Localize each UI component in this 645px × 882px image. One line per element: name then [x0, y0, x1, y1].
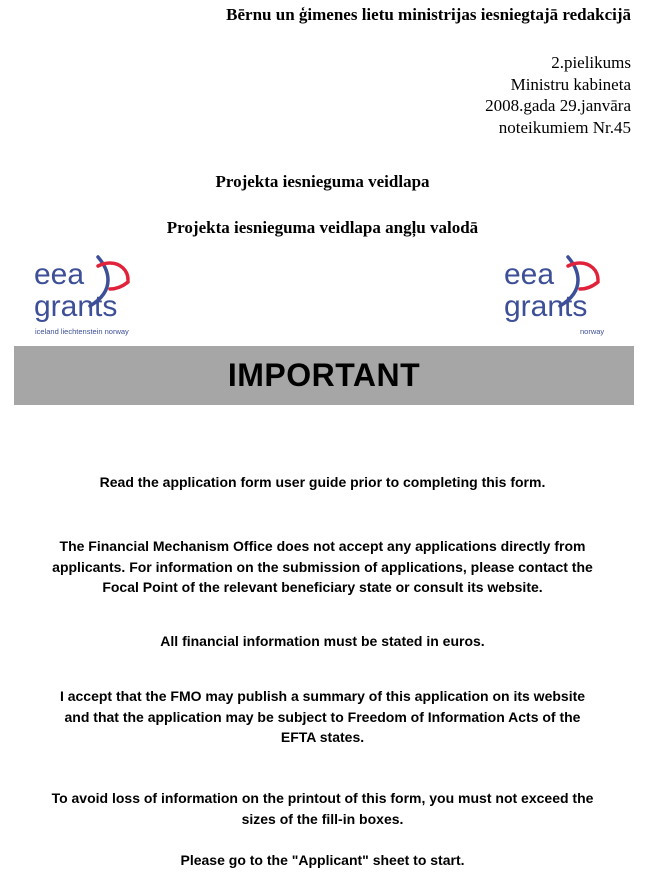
notice-line: and that the application may be subject to Freedom of Information Acts of the: [64, 708, 581, 725]
notice-line: I accept that the FMO may publish a summary of this application on its website: [59, 688, 586, 704]
logo-word-eea: eea: [34, 258, 85, 291]
notice-line: All financial information must be stated in euros.: [160, 633, 485, 649]
notice-line: Please go to the "Applicant" sheet to start.: [180, 852, 465, 868]
notice-line: applicants. For information on the submission of applications, please contact the: [52, 558, 593, 575]
annex-line: 2008.gada 29.janvāra: [485, 96, 631, 115]
logo-subtitle: norway: [580, 327, 605, 336]
notice-publication-consent: [10, 686, 635, 748]
logo-word-grants: grants: [34, 290, 118, 323]
notice-euros: [10, 631, 635, 652]
notice-line: Focal Point of the relevant beneficiary state or consult its website.: [102, 579, 543, 595]
notice-fill-in-boxes: [10, 788, 635, 829]
important-banner: [14, 346, 634, 405]
form-title: Projekta iesnieguma veidlapa: [215, 172, 430, 191]
notice-line: EFTA states.: [280, 729, 365, 745]
important-label: IMPORTANT: [227, 357, 421, 393]
logo-subtitle: iceland liechtenstein norway: [35, 327, 129, 336]
notice-start-applicant-sheet: [10, 850, 635, 871]
logo-word-eea: eea: [504, 258, 555, 291]
annex-line: noteikumiem Nr.45: [498, 117, 631, 137]
annex-line: Ministru kabineta: [510, 74, 631, 94]
notice-fmo-applications: [10, 536, 635, 598]
notice-line: The Financial Mechanism Office does not accept any applications directly from: [59, 538, 586, 554]
annex-reference: [485, 52, 631, 138]
annex-line: 2.pielikums: [551, 53, 631, 72]
ministry-redaction-note: Bērnu un ģimenes lietu ministrijas iesniegtajā redakcijā: [226, 5, 631, 24]
eea-grants-logo: [32, 252, 147, 340]
notice-line: Read the application form user guide prior to completing this form.: [99, 474, 546, 490]
notice-user-guide: [10, 472, 635, 493]
notice-line: To avoid loss of information on the printout of this form, you must not exceed the: [51, 790, 594, 806]
form-title-english: Projekta iesnieguma veidlapa angļu valodā: [166, 218, 479, 237]
eea-grants-norway-logo: [500, 252, 615, 340]
logo-word-grants: grants: [504, 290, 588, 323]
notice-line: sizes of the fill-in boxes.: [241, 810, 404, 827]
